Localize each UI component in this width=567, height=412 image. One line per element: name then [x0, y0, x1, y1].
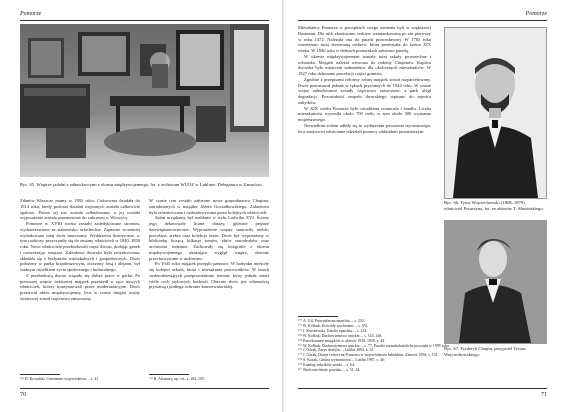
footnote: ²⁰³ W. Kołbuk, Duchowieństwo unickie..., s. 145–146. — [298, 333, 383, 338]
footnote: ²⁰⁰ A. Gil, Prawosławna eparchia..., s. 252. — [298, 319, 365, 323]
paragraph: W XIX wieku Pomorze było ośrodkiem rzemiosła i handlu. Liczba mieszkańców wynosiła około 700 osób, w tym około 300 wyznania mojżeszowego. — [298, 105, 431, 122]
footnote: ²⁰² J. Kruszewski, Unicka eparchia..., s. 214. — [298, 328, 368, 333]
footnote: ¹⁹⁸ D. Kowalski, Cmentarze województwa..., s. 41. — [20, 377, 100, 381]
paragraph: Z przebudową dworu wiązały się dalsze prace w parku. Po pierwszej wojnie światowej majątek przeszedł w ręce nowych właścicieli, którzy kontynuowali prace modernizacyjne. Dwór przetrwał okres międzywojenny, lecz w czasie drugiej wojny światowej został częściowo zniszczony. — [20, 272, 140, 301]
page-number-left: 70 — [20, 392, 26, 398]
footer-rule-right — [298, 388, 547, 389]
footnote: ²⁰⁶ J. Górak, Zarys dziejów..., Lublin 2003, s. 53. — [298, 348, 375, 353]
portrait-photo-1-image — [445, 28, 546, 198]
text-column-left-2 — [149, 198, 269, 290]
paragraph: W czasie tym zostało założone nowe gospodarstwo Chopina, zatrudnionych w majątku Józefa Goczałkowskiego. Zabudowa była zróżnicowana i rozbudowywana przez kolejnych właścicieli. — [149, 198, 269, 215]
paragraph: Zgodnie z przepisami reformy rolnej majątek został rozparcelowany. Dwór pozostawał jednak w rękach prywatnych do 1944 roku. W czasie wojny zabudowania zostały częściowo zniszczone, a park uległ degradacji. Pozostałości zespołu dworskiego wpisano do rejestru zabytków. — [298, 76, 431, 105]
left-page — [0, 0, 283, 412]
footnote: ²⁰⁵ W. Kołbuk, Duchowieństwo unickie..., s. 77. Parafia rzymskokatolicka powstała w 1995 roku. — [298, 343, 450, 348]
paragraph: Po 1945 roku majątek przejęło państwo. W budynku mieściły się kolejno szkoła, biura i mieszkania pracowników. W latach siedemdziesiątych przeprowadzono remont, który jednak zatarł wiele cech stylowych budowli. Obecnie dwór jest własnością prywatną i podlega ochronie konserwatorskiej. — [149, 261, 269, 290]
footer-rule-left — [20, 388, 269, 389]
running-head-left: Pomorze — [20, 11, 42, 17]
portrait-photo-2-image — [445, 221, 546, 343]
header-rule-left — [20, 20, 269, 21]
header-rule-right — [298, 20, 547, 21]
footnote-rule — [298, 316, 338, 317]
interior-photo-image — [20, 24, 269, 177]
running-head-right: Pomorze — [525, 11, 547, 17]
portrait-photo-2 — [444, 220, 547, 344]
footnote-rule — [20, 374, 60, 375]
footnotes-right-col — [149, 374, 269, 382]
photo-caption-left: Ryc. 65. Wnętrze jadalni z zabawkowymi z okresu międzywojennego, fot. z archiwum WUOZ w Lublinie, Delegatura w Zamościu. — [20, 182, 263, 187]
footnote: ²⁰⁹ Katalog zabytków sztuki..., s. 64. — [298, 363, 355, 368]
right-page — [284, 0, 567, 412]
paragraph: Mieszkańcy Pomorza w początkach swego istnienia byli w większości Rusinami. Dla nich zbudowano cerkiew wzmiankowaną po raz pierwszy w roku 1472. Należała ona do parafii prawosławnej. W 1765 roku wzniesiono tutaj drewnianą cerkiew, która przetrwała do końca XIX wieku. W 1840 roku w dobrach pomorskich założono parafię. — [298, 25, 431, 53]
paragraph: Niewielkim echem odbiły się tu wydarzenia powstania styczniowego, lecz miejscowi włościanie udzielali pomocy oddziałom powstańczym. — [298, 122, 431, 134]
footnote: ²⁰⁴ Parcelowanie majątków w okresie 1918–1939, s. 44. — [298, 338, 386, 343]
portrait-photo-1 — [444, 27, 547, 199]
footnote: ²⁰⁷ J. Górak, Dzieje cerkwi na Pomorzu w województwie lubelskim, Zamość 1994, s. 101. — [298, 353, 439, 358]
footnote: ²⁰⁸ S. Kozak, Gmina wyznaniowa..., Lublin 1987, s. 46. — [298, 358, 385, 363]
footnote: ²⁰¹ W. Kołbuk, Kościoły wschodnie..., s. 351. — [298, 323, 369, 328]
footnote: ²¹⁰ Skrócone dzieje powiatu..., s. 31–34. — [298, 368, 361, 373]
footnote-rule — [149, 374, 189, 375]
page-number-right: 71 — [541, 392, 547, 398]
paragraph: Salon urządzony był meblami w stylu Ludwika XVI. Ściany jego dekorowały liczne obrazy, głównie pejzaże dziewiętnastowieczne. Wyposażenie wnętrz stanowiły meble, porcelana, srebra oraz kolekcja broni. Dwór był wyposażony w bibliotekę liczącą kilkaset tomów, zbiór starodruków oraz archiwum rodzinne. Zachowały się fotografie z okresu międzywojennego ukazujące wygląd wnętrz, obecnie przechowywane w archiwum. — [149, 215, 269, 261]
footnotes-right-page — [298, 316, 450, 373]
portrait-caption-2: Ryc. 67. Fryderyk Chopin, przyjaciel Tytusa Wojciechowskiego. — [444, 346, 526, 357]
portrait-caption-1: Ryc. 66. Tytus Wojciechowski (1808–1879), właściciel Poturzyna, fot. ze zbiorów T. Sławińskiego. — [444, 200, 544, 211]
interior-photo — [20, 24, 269, 177]
footnotes-left-col — [20, 374, 140, 382]
footnote: ¹⁹⁹ R. Aftanazy, op. cit., s. 103–105. — [149, 377, 205, 381]
paragraph: W okresie międzywojennym istniały tutaj szkoły powszechne i ochronka. Majątek należał wówczas do rodziny Chopinów. Kaplica dworska była miejscem nabożeństw dla okolicznych mieszkańców. W 1927 roku dokonano parcelacji części gruntów. — [298, 53, 431, 76]
paragraph: Pomorze w XVIII wieku zostało zadedykowane stronom, wydzierżawione za stanowisko szlacheckie. Zapewne wcześniej wybudowano tutaj dwór murowany. Wydarzenia historyczne, w tym rozbiory, przyczyniły się do zmiany właścicieli w 1840–1850 roku. Nowi właściciele przebudowali część dworu, dodając ganek i rozszerzając wnętrza. Zabudowa dworska była zróżnicowana, składała się z budynków mieszkalnych i gospodarczych. Dwór położony w parku krajobrazowym, otoczony fosą i alejami, był ważnym ośrodkiem życia społecznego i kulturalnego. — [20, 221, 140, 272]
text-column-right — [298, 25, 431, 134]
paragraph: Zdanów Kleszcze mamy w 1892 roku. Cukrownia działała do 1914 roku, kiedy podczas działań wojennych została całkowicie spalona. Potem jej nie została odbudowana, a jej ocalała wyposażenie zostało przeniesione do cukrowni w Wierzycy. — [20, 198, 140, 221]
text-column-left-1 — [20, 198, 140, 302]
